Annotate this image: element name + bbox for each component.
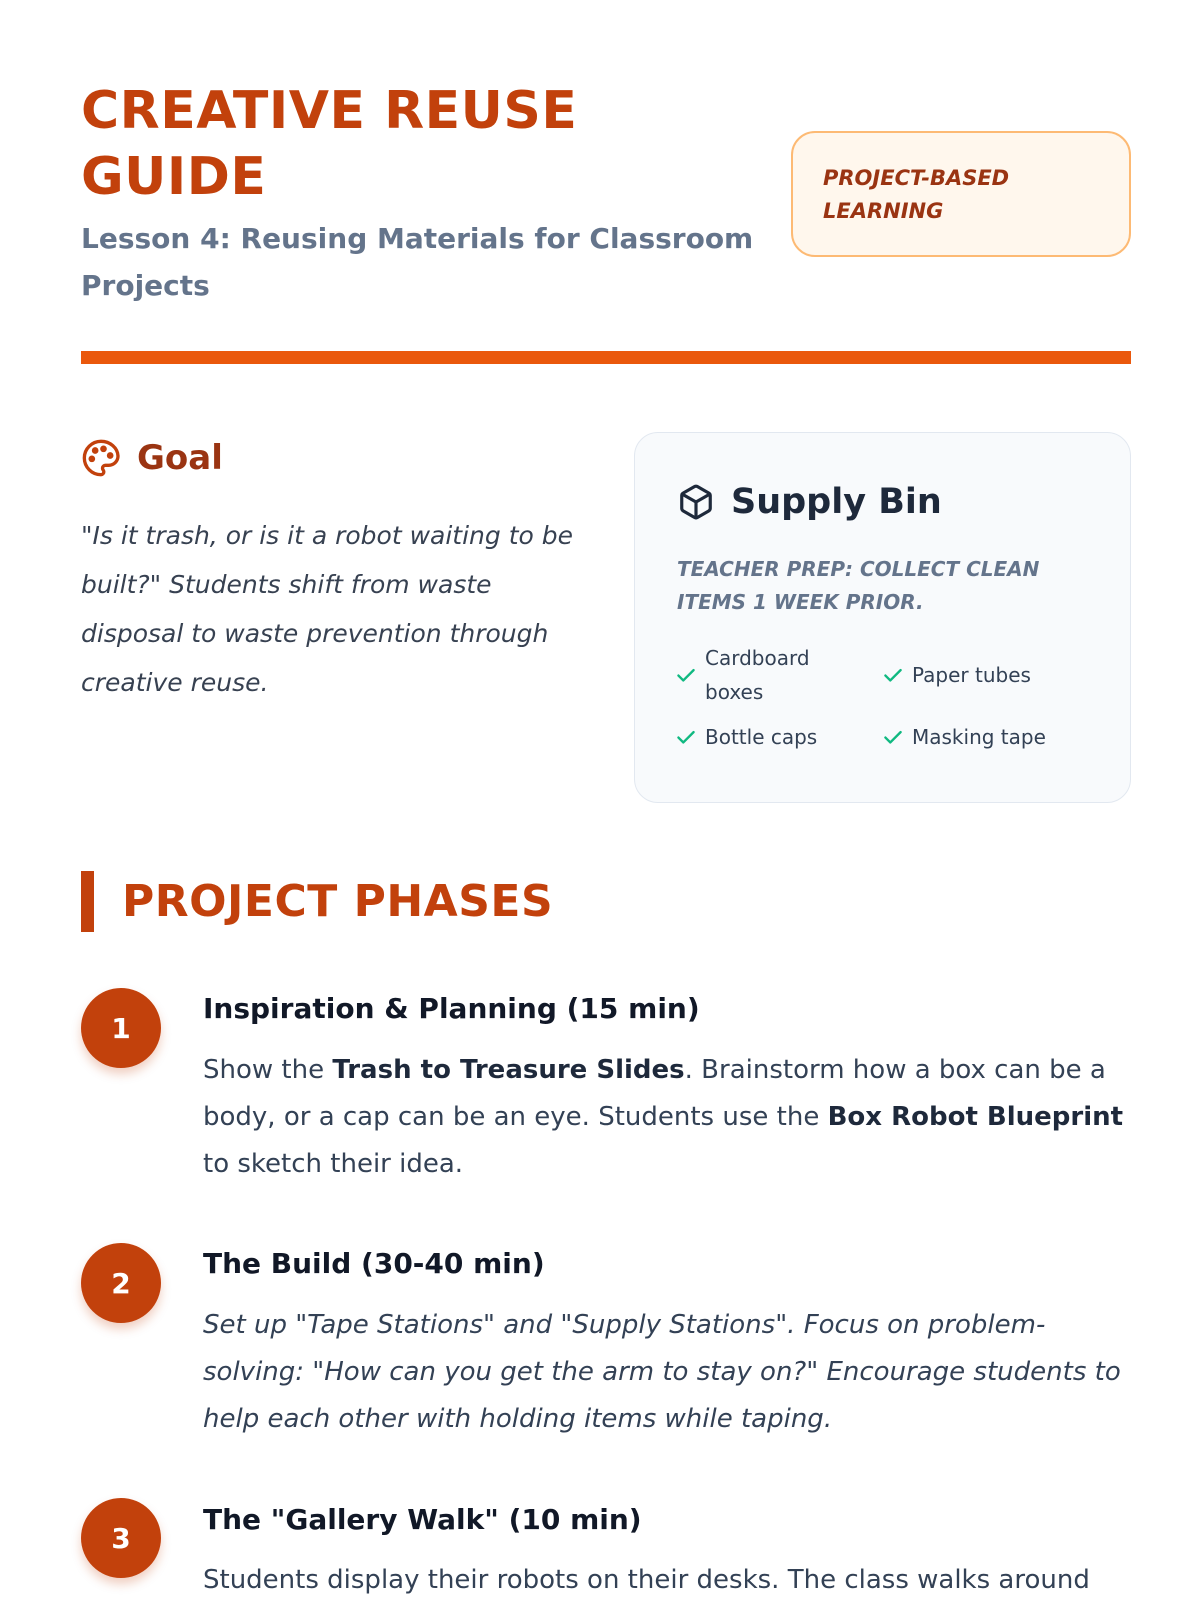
supply-item <box>673 641 843 709</box>
goal-title: Goal <box>137 438 223 478</box>
phases-accent-bar <box>81 871 94 932</box>
step-number-badge: 1 <box>81 988 161 1068</box>
step-number-badge: 3 <box>81 1498 161 1578</box>
step-text: . Brainstorm how a box can be a body, or a cap can be an eye. Students use the <box>203 1055 1106 1132</box>
box-robot-blueprint: Box Robot Blueprint <box>827 1102 1124 1132</box>
step-description <box>203 1047 1133 1188</box>
header-divider <box>81 351 1131 364</box>
page-title: CREATIVE REUSE GUIDE <box>81 81 578 207</box>
teacher-prep-note: TEACHER PREP: COLLECT CLEAN ITEMS 1 WEEK PRIOR. <box>677 557 1040 614</box>
project-type-badge <box>791 131 1131 257</box>
check-icon <box>880 662 906 688</box>
check-icon <box>673 662 699 688</box>
step-description: Set up "Tape Stations" and "Supply Stations". Focus on problem-solving: "How can you get the arm to stay on?" Encourage students to help each other with holding items while taping. <box>203 1310 1121 1434</box>
step-number-badge: 2 <box>81 1243 161 1323</box>
supply-item <box>880 658 1080 692</box>
lesson-guide <box>81 0 1131 1600</box>
step-text: Show the <box>203 1055 333 1085</box>
phases-title: PROJECT PHASES <box>122 876 554 927</box>
check-icon <box>880 724 906 750</box>
step-title: The "Gallery Walk" (10 min) <box>203 1503 642 1536</box>
supply-item-label: Paper tubes <box>912 663 1031 687</box>
lesson-subtitle: Lesson 4: Reusing Materials for Classroom Projects <box>81 222 754 302</box>
goal-quote: "Is it trash, or is it a robot waiting to be built?" Students shift from waste disposal to waste prevention through creative reuse. <box>81 521 574 697</box>
step-title: Inspiration & Planning (15 min) <box>203 992 700 1025</box>
badge-label: PROJECT-BASED LEARNING <box>823 166 1010 223</box>
supply-item <box>673 720 873 754</box>
supply-title: Supply Bin <box>731 482 942 522</box>
step-title: The Build (30-40 min) <box>203 1247 545 1280</box>
supply-item-label: Masking tape <box>912 725 1046 749</box>
goal-heading <box>81 434 223 482</box>
supply-item <box>880 720 1080 754</box>
check-icon <box>673 724 699 750</box>
trash-to-treasure-slides: Trash to Treasure Slides <box>332 1055 685 1085</box>
supply-item-label: Cardboard boxes <box>705 646 810 704</box>
supply-heading <box>677 479 942 525</box>
palette-icon <box>81 438 121 478</box>
step-description: Students display their robots on their desks. The class walks around <box>203 1565 1090 1595</box>
box-icon <box>677 483 715 521</box>
supply-bin-card <box>634 432 1131 803</box>
supply-item-label: Bottle caps <box>705 725 818 749</box>
step-text: to sketch their idea. <box>203 1149 464 1179</box>
